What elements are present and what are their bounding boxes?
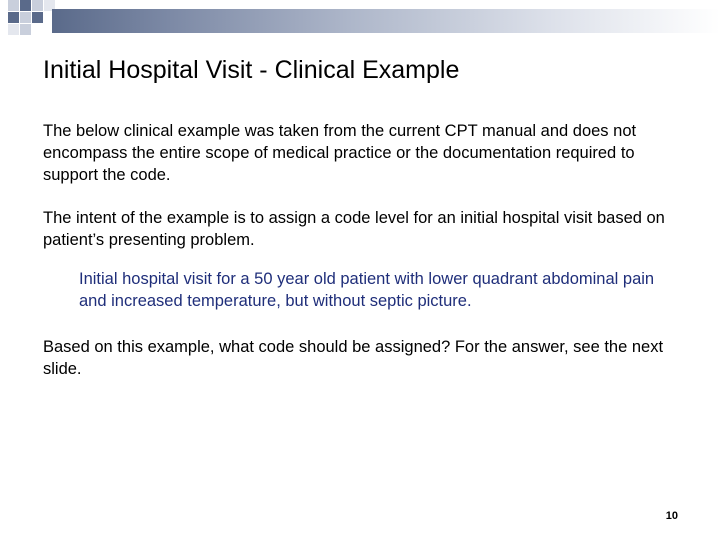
deco-square <box>32 12 43 23</box>
intent-paragraph: The intent of the example is to assign a code level for an initial hospital visit based on patient’s presenting problem. <box>43 209 665 249</box>
slide-title: Initial Hospital Visit - Clinical Example <box>43 56 460 84</box>
clinical-example: Initial hospital visit for a 50 year old patient with lower quadrant abdominal pain and increased temperature, but without septic picture. <box>79 270 655 310</box>
page-number: 10 <box>665 510 678 522</box>
deco-square <box>20 0 31 11</box>
deco-square <box>8 24 19 35</box>
deco-square <box>8 0 19 11</box>
intro-paragraph: The below clinical example was taken from the current CPT manual and does not encompass the entire scope of medical practice or the documentation required to support the code. <box>43 122 637 184</box>
deco-square <box>20 24 31 35</box>
deco-square <box>32 0 43 11</box>
header-gradient-bar <box>52 9 720 33</box>
question-paragraph: Based on this example, what code should be assigned? For the answer, see the next slide. <box>43 338 664 378</box>
decorative-squares <box>0 0 60 44</box>
deco-square <box>8 12 19 23</box>
deco-square <box>20 12 31 23</box>
